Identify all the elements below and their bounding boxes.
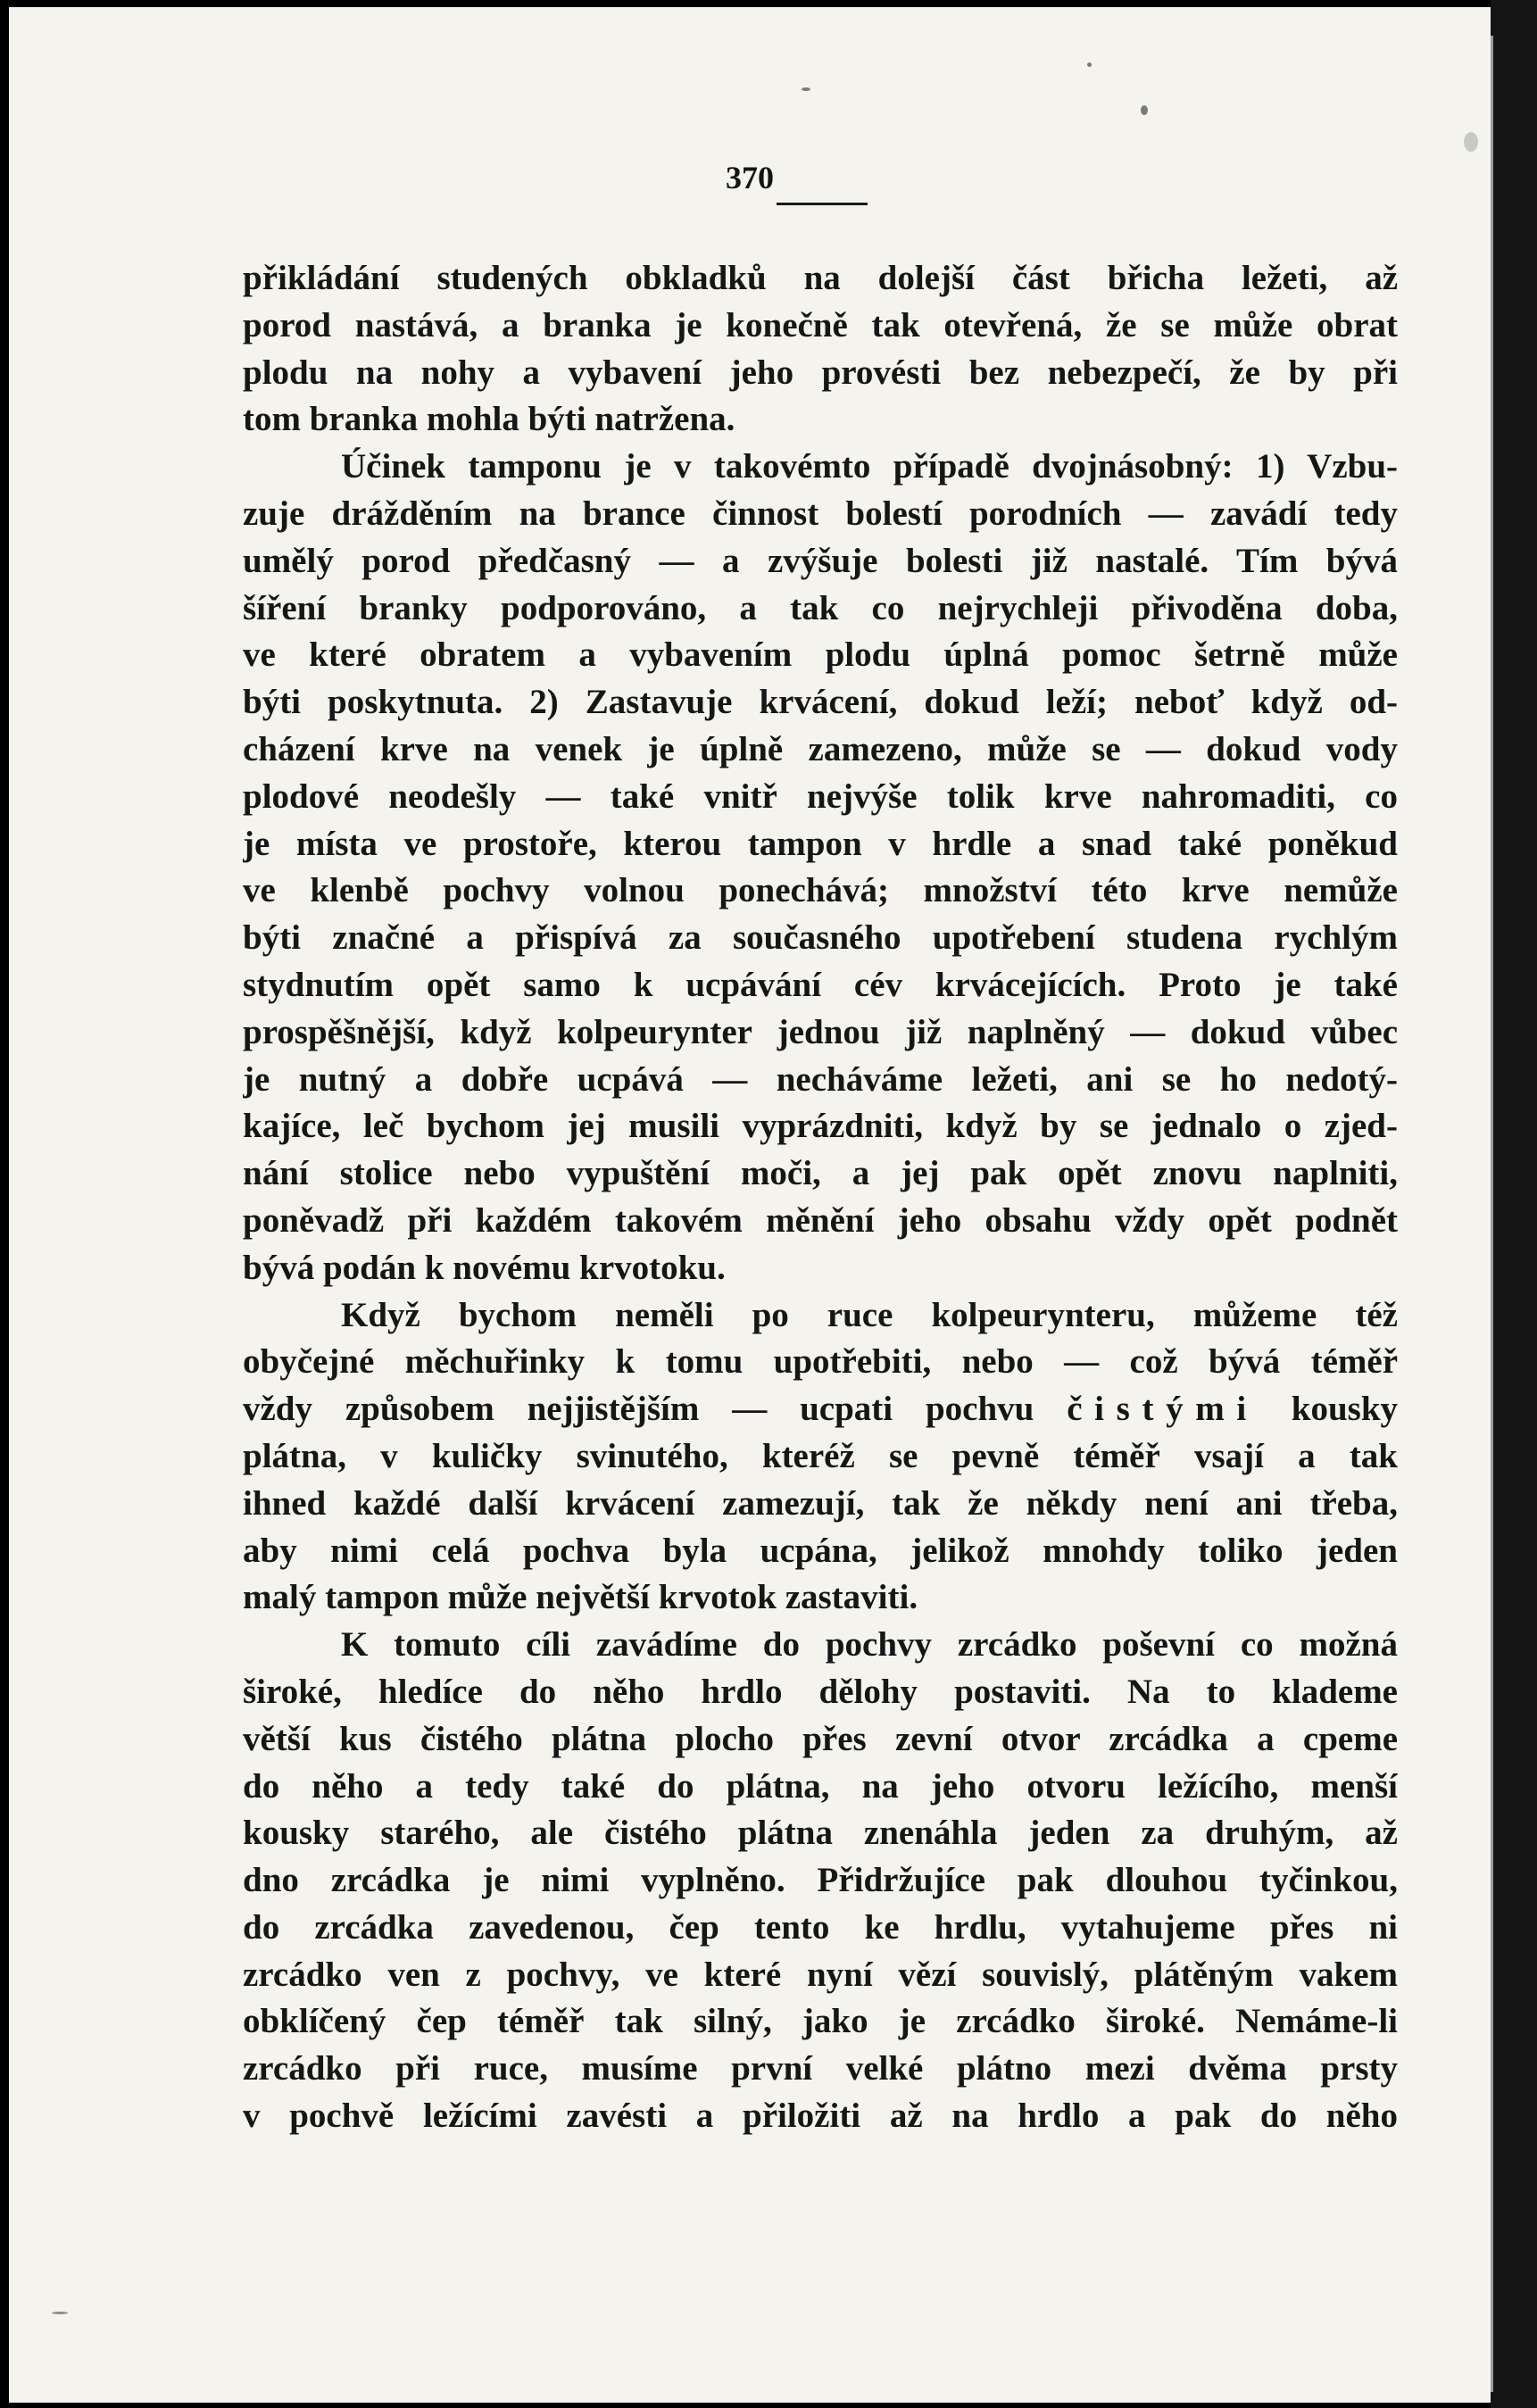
text-line-emphasis xyxy=(243,1386,1398,1433)
text-line: zrcádko ven z pochvy, ve které nyní vězí souvislý, plátěným vakem xyxy=(243,1955,1398,1994)
text-line: plodu na nohy a vybavení jeho provésti bez nebezpečí, že by při xyxy=(243,353,1398,392)
paper-speck xyxy=(1141,105,1148,115)
text-line: prospěšnější, když kolpeurynter jednou již naplněný — dokud vůbec xyxy=(243,1012,1398,1051)
page-edge xyxy=(1491,36,1493,2392)
text-line: zuje drážděním na brance činnost bolestí porodních — zavádí tedy xyxy=(243,494,1398,533)
text-line: aby nimi celá pochva byla ucpána, jelikož mnohdy toliko jeden xyxy=(243,1531,1398,1570)
text-line: zrcádko při ruce, musíme první velké plátno mezi dvěma prsty xyxy=(243,2049,1398,2088)
text-line: šíření branky podporováno, a tak co nejrychleji přivoděna doba, xyxy=(243,588,1398,627)
text-line: přikládání studených obkladků na dolejší část břicha ležeti, až xyxy=(243,259,1398,297)
text-line: poněvadž při každém takovém měnění jeho obsahu vždy opět podnět xyxy=(243,1200,1398,1240)
text-line: ihned každé další krvácení zamezují, tak že někdy není ani třeba, xyxy=(243,1483,1398,1523)
text-line: dno zrcádka je nimi vyplněno. Přidržujíce pak dlouhou tyčinkou, xyxy=(243,1861,1398,1900)
text-line: Když bychom neměli po ruce kolpeurynteru, můžeme též xyxy=(341,1295,1398,1334)
scan-border xyxy=(1491,0,1537,2408)
text-line: býti značné a přispívá za současného upotřebení studena rychlým xyxy=(243,918,1398,958)
text-line: široké, hledíce do něho hrdlo dělohy postaviti. Na to klademe xyxy=(243,1672,1398,1711)
text-line: K tomuto cíli zavádíme do pochvy zrcádko poševní co možná xyxy=(341,1625,1398,1665)
text-segment: kousky xyxy=(1291,1390,1398,1429)
text-line: do něho a tedy také do plátna, na jeho otvoru ležícího, menší xyxy=(243,1766,1398,1806)
text-line: ve klenbě pochvy volnou ponechává; množství této krve nemůže xyxy=(243,871,1398,910)
text-line: porod nastává, a branka je konečně tak otevřená, že se může obrat xyxy=(243,305,1398,345)
emphasis-spaced-word: čistými xyxy=(1067,1390,1259,1429)
paper-speck xyxy=(52,2312,68,2314)
text-line: ve které obratem a vybavením plodu úplná pomoc šetrně může xyxy=(243,635,1398,675)
text-line: v pochvě ležícími zavésti a přiložiti až na hrdlo a pak do něho xyxy=(243,2097,1398,2136)
text-line: plodové neodešly — také vnitř nejvýše tolik krve nahromaditi, co xyxy=(243,776,1398,816)
text-line: malý tampon může největší krvotok zastaviti. xyxy=(243,1578,918,1617)
text-line: do zrcádka zavedenou, čep tento ke hrdlu, vytahujeme přes ni xyxy=(243,1907,1398,1947)
text-line: je místa ve prostoře, kterou tampon v hrdle a snad také poněkud xyxy=(243,824,1398,863)
book-page xyxy=(9,7,1491,2403)
text-line: kousky starého, ale čistého plátna znenáhla jeden za druhým, až xyxy=(243,1814,1398,1853)
text-line: je nutný a dobře ucpává — necháváme ležeti, ani se ho nedotý- xyxy=(243,1059,1398,1099)
text-line: plátna, v kuličky svinutého, kteréž se pevně téměř vsají a tak xyxy=(243,1436,1398,1475)
text-segment: vždy způsobem nejjistějším — ucpati pochvu xyxy=(243,1390,1034,1429)
text-line: bývá podán k novému krvotoku. xyxy=(243,1248,726,1287)
text-line: kajíce, leč bychom jej musili vyprázdniti, když by se jednalo o zjed- xyxy=(243,1107,1398,1146)
text-line: větší kus čistého plátna plocho přes zevní otvor zrcádka a cpeme xyxy=(243,1719,1398,1758)
text-line: Účinek tamponu je v takovémto případě dvojnásobný: 1) Vzbu- xyxy=(341,447,1398,486)
page-number-rule xyxy=(777,203,868,205)
paper-speck xyxy=(1464,132,1478,152)
text-line: tom branka mohla býti natržena. xyxy=(243,400,735,439)
paper-speck xyxy=(802,87,810,91)
paper-speck xyxy=(1087,62,1092,67)
text-line: obklíčený čep téměř tak silný, jako je zrcádko široké. Nemáme-li xyxy=(243,2002,1398,2041)
text-line: umělý porod předčasný — a zvýšuje bolesti již nastalé. Tím bývá xyxy=(243,541,1398,580)
page-number: 370 xyxy=(726,160,774,195)
text-line: nání stolice nebo vypuštění moči, a jej pak opět znovu naplniti, xyxy=(243,1154,1398,1193)
text-line: býti poskytnuta. 2) Zastavuje krvácení, dokud leží; neboť když od- xyxy=(243,683,1398,722)
text-line: obyčejné měchuřinky k tomu upotřebiti, nebo — což bývá téměř xyxy=(243,1342,1398,1382)
text-line: stydnutím opět samo k ucpávání cév krvácejících. Proto je také xyxy=(243,965,1398,1004)
body-text xyxy=(243,255,1398,2140)
text-line: cházení krve na venek je úplně zamezeno, může se — dokud vody xyxy=(243,729,1398,768)
